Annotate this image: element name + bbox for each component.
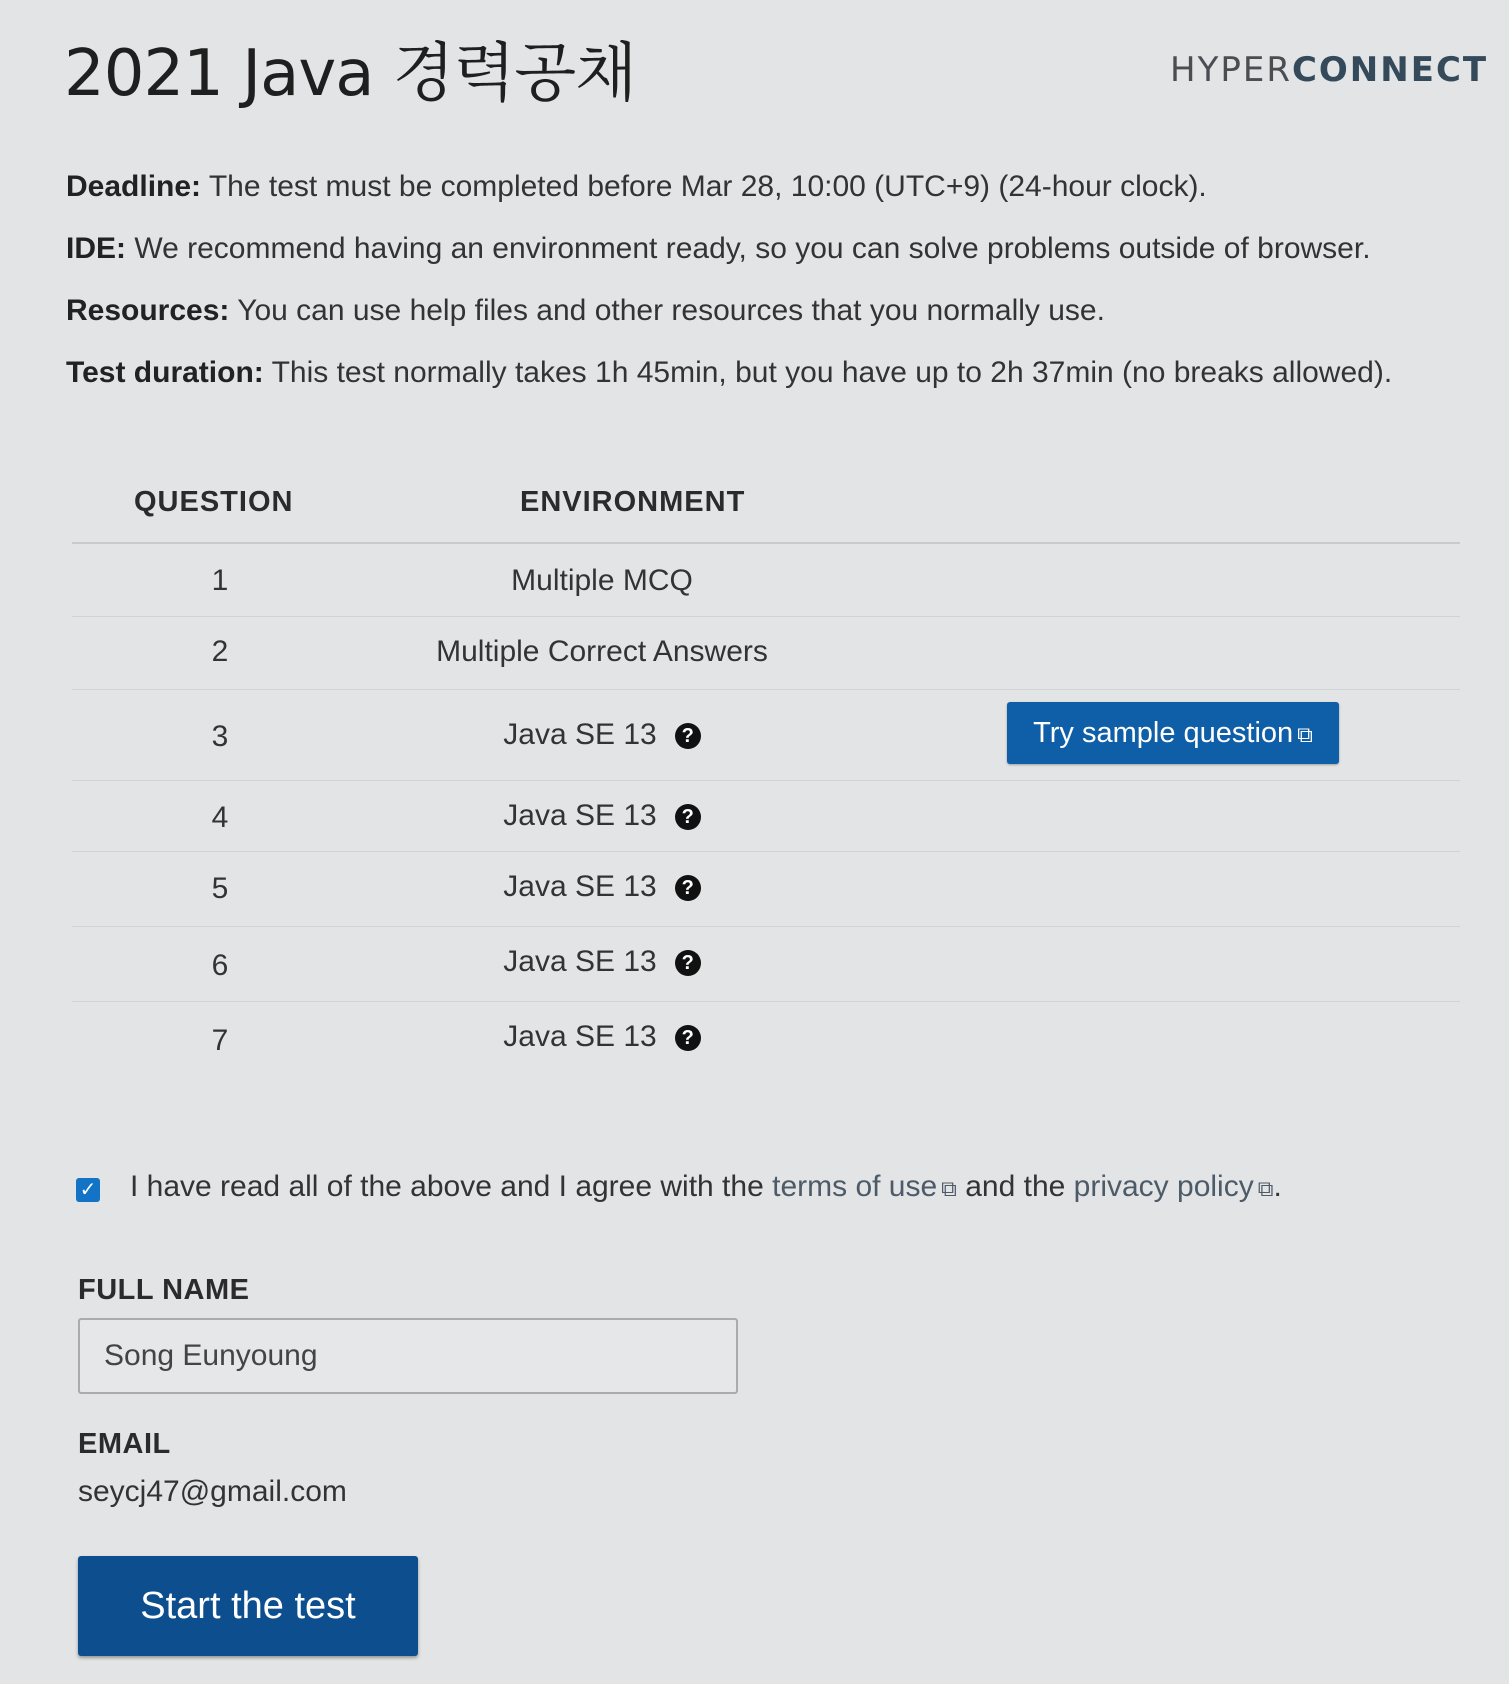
info-ide <box>66 232 1446 266</box>
environment-name: Java SE 13 <box>503 1020 657 1053</box>
environment-cell <box>372 1020 832 1054</box>
try-sample-question-button[interactable] <box>1007 702 1339 764</box>
environment-name: Multiple Correct Answers <box>436 635 768 668</box>
external-link-icon: ⧉ <box>1257 1176 1274 1201</box>
start-test-button[interactable]: Start the test <box>78 1556 418 1656</box>
privacy-policy-link[interactable] <box>1074 1170 1274 1203</box>
brand-logo-bold: CONNECT <box>1291 50 1489 90</box>
full-name-label: FULL NAME <box>78 1274 250 1306</box>
external-link-icon: ⧉ <box>941 1176 957 1201</box>
agreement-checkbox[interactable] <box>76 1178 100 1202</box>
brand-logo-light: HYPER <box>1170 50 1292 90</box>
environment-name: Java SE 13 <box>503 718 657 751</box>
question-circle-icon[interactable]: ? <box>675 1025 701 1051</box>
table-row <box>72 1002 1460 1074</box>
question-number: 6 <box>211 949 229 982</box>
page-title: 2021 Java 경력공채 <box>64 37 637 111</box>
column-header-question: QUESTION <box>134 486 294 518</box>
table-row <box>72 781 1460 852</box>
info-ide-label: IDE: <box>66 232 126 265</box>
question-circle-icon[interactable]: ? <box>675 950 701 976</box>
info-duration-text: This test normally takes 1h 45min, but you have up to 2h 37min (no breaks allowed). <box>263 356 1393 389</box>
environment-cell <box>372 718 832 752</box>
environment-name: Java SE 13 <box>503 945 657 978</box>
question-number: 3 <box>211 720 229 753</box>
email-label: EMAIL <box>78 1428 171 1460</box>
external-link-icon: ⧉ <box>1297 721 1313 747</box>
agreement-prefix: I have read all of the above and I agree with the <box>130 1170 773 1203</box>
email-value: seycj47@gmail.com <box>78 1475 347 1508</box>
info-resources-text: You can use help files and other resources that you normally use. <box>229 294 1105 327</box>
question-number: 2 <box>211 635 229 668</box>
table-row <box>72 690 1460 781</box>
table-row <box>72 927 1460 1002</box>
column-header-environment: ENVIRONMENT <box>520 486 746 518</box>
question-circle-icon[interactable]: ? <box>675 804 701 830</box>
terms-of-use-link[interactable] <box>772 1170 957 1203</box>
question-number: 4 <box>211 801 229 834</box>
environment-name: Multiple MCQ <box>511 564 693 597</box>
agreement-suffix: . <box>1273 1170 1282 1203</box>
question-circle-icon[interactable]: ? <box>675 875 701 901</box>
privacy-policy-label: privacy policy <box>1073 1170 1254 1203</box>
environment-name: Java SE 13 <box>503 870 657 903</box>
info-deadline-label: Deadline: <box>66 170 202 203</box>
info-ide-text: We recommend having an environment ready, so you can solve problems outside of browser. <box>126 232 1371 265</box>
questions-table <box>72 478 1460 1074</box>
try-sample-question-label: Try sample question <box>1033 716 1294 749</box>
info-deadline <box>66 170 1446 204</box>
question-number: 5 <box>211 872 229 905</box>
info-duration <box>66 356 1446 390</box>
info-deadline-text: The test must be completed before Mar 28, 10:00 (UTC+9) (24-hour clock). <box>201 170 1207 203</box>
table-row <box>72 617 1460 690</box>
agreement-middle: and the <box>956 1170 1074 1203</box>
table-header <box>72 478 1460 544</box>
table-row <box>72 544 1460 617</box>
brand-logo <box>1170 50 1488 90</box>
info-resources <box>66 294 1446 328</box>
question-number: 1 <box>211 564 229 597</box>
checkmark-icon: ✓ <box>79 1179 97 1201</box>
environment-name: Java SE 13 <box>503 799 657 832</box>
info-duration-label: Test duration: <box>66 356 264 389</box>
question-circle-icon[interactable]: ? <box>675 723 701 749</box>
full-name-input[interactable] <box>78 1318 738 1394</box>
test-info <box>66 170 1446 418</box>
info-resources-label: Resources: <box>66 294 230 327</box>
environment-cell <box>372 870 832 904</box>
question-number: 7 <box>211 1024 229 1057</box>
terms-of-use-label: terms of use <box>772 1170 938 1203</box>
environment-cell <box>372 799 832 833</box>
environment-cell <box>372 945 832 979</box>
table-row <box>72 852 1460 927</box>
agreement-text <box>130 1170 1282 1204</box>
